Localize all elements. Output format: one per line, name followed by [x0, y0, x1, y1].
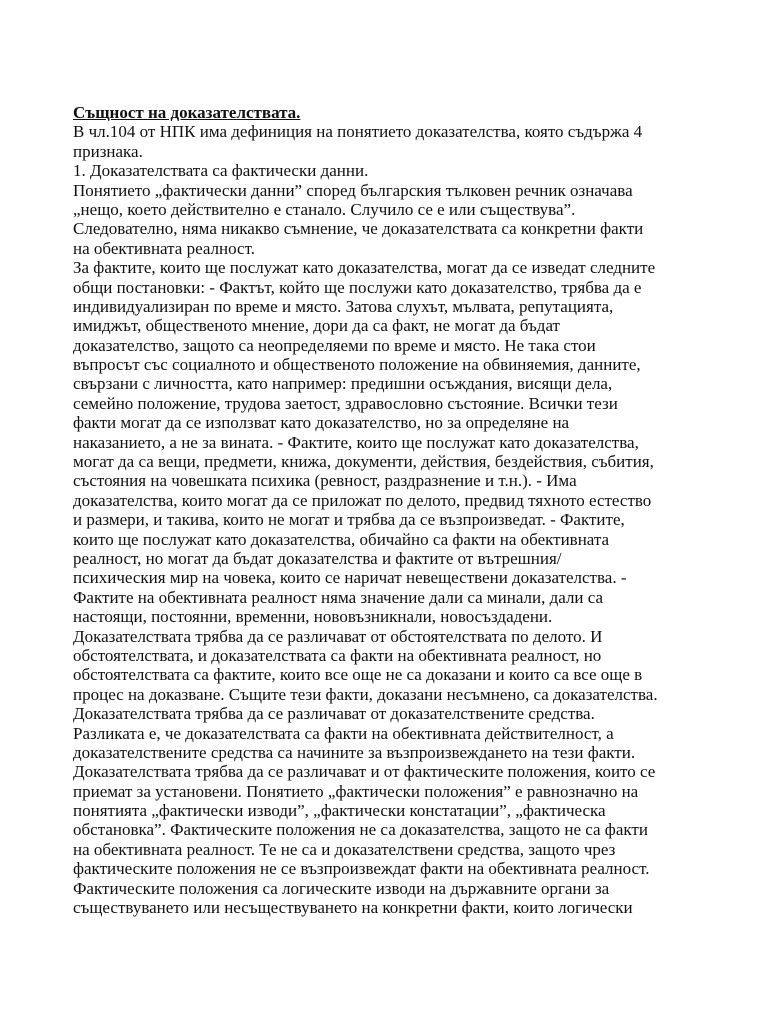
text-line: психическия мир на човека, които се наричат невеществени доказателства. - [73, 568, 627, 588]
text-line: реалност, но могат да бъдат доказателства и фактите от вътрешния/ [73, 548, 562, 568]
text-line: Следователно, няма никакво съмнение, че доказателствата са конкретни факти [73, 219, 644, 239]
document-page [73, 103, 713, 917]
text-line: на обективната реалност. Те не са и доказателствени средства, защото чрез [73, 839, 616, 859]
text-line: имиджът, общественото мнение, дори да са факт, не могат да бъдат [73, 316, 560, 336]
text-line: приемат за установени. Понятието „фактически положения” е равнозначно на [73, 781, 639, 801]
text-line: наказанието, а не за вината. - Фактите, които ще послужат като доказателства, [73, 432, 639, 452]
text-line: процес на доказване. Същите тези факти, доказани несъмнено, са доказателства. [73, 684, 658, 704]
text-line: Фактическите положения са логическите изводи на държавните органи за [73, 878, 610, 898]
text-line: факти могат да се използват като доказателство, но за определяне на [73, 413, 570, 433]
text-line: обстановка”. Фактическите положения не са доказателства, защото не са факти [73, 820, 648, 840]
text-line: семейно положение, трудова заетост, здравословно състояние. Всички тези [73, 393, 618, 413]
text-line: Понятието „фактически данни” според българския тълковен речник означава [73, 180, 633, 200]
text-line: Фактите на обективната реалност няма значение дали са минали, дали са [73, 587, 604, 607]
text-line: фактическите положения не се възпроизвеждат факти на обективната реалност. [73, 859, 650, 879]
text-line: общи постановки: - Фактът, който ще послужи като доказателство, трябва да е [73, 277, 642, 297]
text-line: могат да са вещи, предмети, книжа, документи, действия, бездействия, събития, [73, 452, 654, 472]
text-line: 1. Доказателствата са фактически данни. [73, 161, 369, 181]
text-line: настоящи, постоянни, временни, нововъзникнали, новосъздадени. [73, 607, 553, 627]
text-line: Доказателствата трябва да се различават от доказателствените средства. [73, 704, 595, 724]
text-line: Доказателствата трябва да се различават и от фактическите положения, които се [73, 762, 656, 782]
text-line: обстоятелствата, и доказателствата са факти на обективната реалност, но [73, 645, 602, 665]
text-line: съществуването или несъществуването на конкретни факти, които логически [73, 898, 633, 918]
text-line: въпросът със социалното и общественото положение на обвиняемия, данните, [73, 355, 641, 375]
document-heading: Същност на доказателствата. [73, 103, 301, 122]
text-line: За фактите, които ще послужат като доказателства, могат да се изведат следните [73, 258, 656, 278]
text-line: Разликата е, че доказателствата са факти на обективната действителност, а [73, 723, 614, 743]
text-line: индивидуализиран по време и място. Затова слухът, мълвата, репутацията, [73, 296, 614, 316]
text-line: състояния на човешката психика (ревност, раздразнение и т.н.). - Има [73, 471, 577, 491]
text-line: които ще послужат като доказателства, обичайно са факти на обективната [73, 529, 610, 549]
text-line: Доказателствата трябва да се различават от обстоятелствата по делото. И [73, 626, 603, 646]
text-line: понятията „фактически изводи”, „фактически констатации”, „фактическа [73, 801, 606, 821]
text-line: В чл.104 от НПК има дефиниция на понятието доказателства, която съдържа 4 [73, 122, 643, 142]
text-line: на обективната реалност. [73, 238, 255, 258]
text-line: „нещо, което действително е станало. Случило се е или съществува”. [73, 199, 576, 219]
text-line: обстоятелствата са фактите, които все още не са доказани и които са все още в [73, 665, 643, 685]
text-line: доказателствените средства са начините за възпроизвеждането на тези факти. [73, 742, 636, 762]
text-line: доказателство, защото са неопределяеми по време и място. Не така стои [73, 335, 596, 355]
text-line: признака. [73, 141, 143, 161]
text-line: свързани с личността, като например: предишни осъждания, висящи дела, [73, 374, 613, 394]
text-line: доказателства, които могат да се приложат по делото, предвид тяхното естество [73, 490, 652, 510]
text-line: и размери, и такива, които не могат и трябва да се възпроизведат. - Фактите, [73, 510, 625, 530]
